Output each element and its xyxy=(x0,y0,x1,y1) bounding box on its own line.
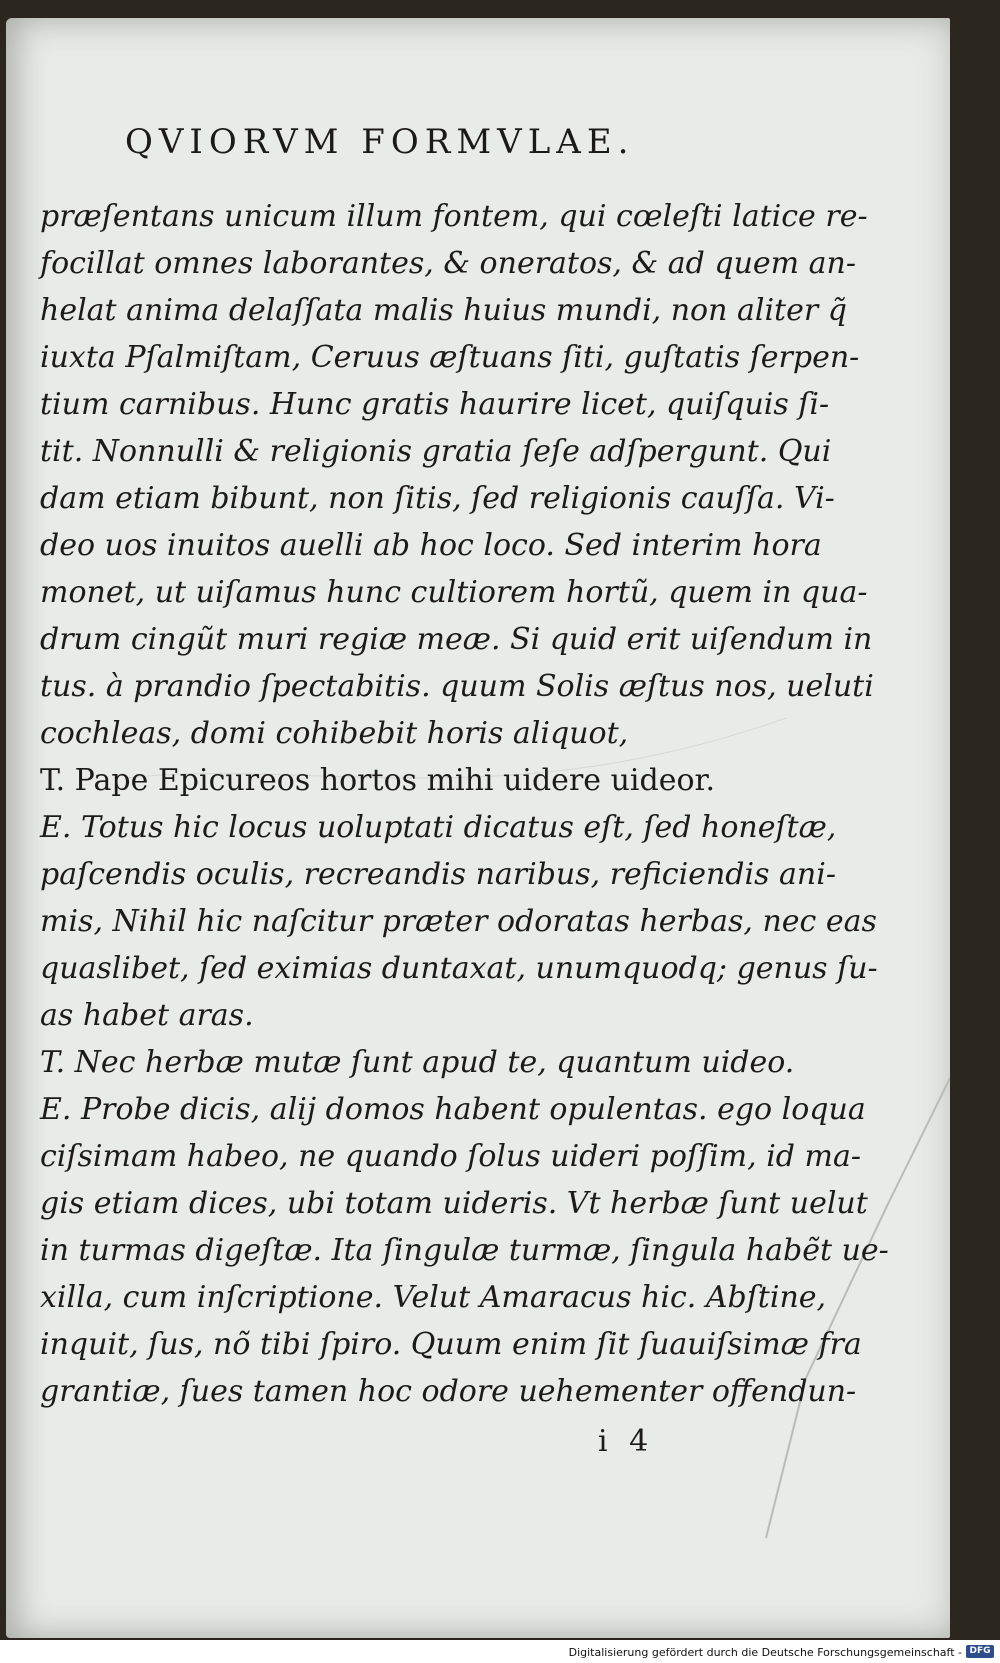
dialogue-line: E. Probe dicis, alij domos habent opulentas. ego loqua xyxy=(40,1092,866,1127)
dialogue-line: E. Totus hic locus uoluptati dicatus eſt, ſed honeſtæ, xyxy=(40,810,837,845)
dialogue-line: T. Nec herbæ mutæ ſunt apud te, quantum uideo. xyxy=(40,1045,795,1080)
text-line: paſcendis oculis, recreandis naribus, reficiendis ani- xyxy=(40,857,836,892)
text-line: præſentans unicum illum fontem, qui cœleſti latice re- xyxy=(40,199,868,234)
text-line: mis, Nihil hic naſcitur præter odoratas herbas, nec eas xyxy=(40,904,877,939)
text-line: helat anima delaſſata malis huius mundi, non aliter q̃ xyxy=(40,293,847,328)
funding-credit: Digitalisierung gefördert durch die Deutsche Forschungsgemeinschaft - xyxy=(568,1646,962,1659)
text-line: drum cingũt muri regiæ meæ. Si quid erit uiſendum in xyxy=(40,622,873,657)
text-line: tus. à prandio ſpectabitis. quum Solis æſtus nos, ueluti xyxy=(40,669,874,704)
dfg-logo-icon: DFG xyxy=(966,1645,994,1658)
text-line: tit. Nonnulli & religionis gratia ſeſe adſpergunt. Qui xyxy=(40,434,832,469)
body-text xyxy=(40,193,889,1415)
text-line: gis etiam dices, ubi totam uideris. Vt herbæ ſunt uelut xyxy=(40,1186,868,1221)
text-line: dam etiam bibunt, non ſitis, ſed religionis cauſſa. Vi- xyxy=(40,481,835,516)
text-line: monet, ut uiſamus hunc cultiorem hortũ, quem in qua- xyxy=(40,575,868,610)
text-line: focillat omnes laborantes, & oneratos, & ad quem an- xyxy=(40,246,856,281)
text-line: as habet aras. xyxy=(40,998,254,1033)
text-line: cochleas, domi cohibebit horis aliquot, xyxy=(40,716,629,751)
text-line: tium carnibus. Hunc gratis haurire licet, quiſquis ſi- xyxy=(40,387,830,422)
text-line: deo uos inuitos auelli ab hoc loco. Sed interim hora xyxy=(40,528,822,563)
running-head: QVIORVM FORMVLAE. xyxy=(125,122,635,162)
text-line: iuxta Pſalmiſtam, Ceruus æſtuans ſiti, guſtatis ſerpen- xyxy=(40,340,860,375)
text-line: ciſsimam habeo, ne quando ſolus uideri poſſim, id ma- xyxy=(40,1139,862,1174)
text-line: in turmas digeſtæ. Ita ſingulæ turmæ, ſingula habẽt ue- xyxy=(40,1233,889,1268)
text-line: quaslibet, ſed eximias duntaxat, unumquodq; genus ſu- xyxy=(40,951,878,986)
signature-mark: i 4 xyxy=(598,1424,655,1459)
text-line: xilla, cum inſcriptione. Velut Amaracus hic. Abſtine, xyxy=(40,1280,827,1315)
text-line: inquit, ſus, nõ tibi ſpiro. Quum enim ſit ſuauiſsimæ fra xyxy=(40,1327,862,1362)
text-line: grantiæ, ſues tamen hoc odore uehementer offendun- xyxy=(40,1374,857,1409)
dialogue-line: T. Pape Epicureos hortos mihi uidere uideor. xyxy=(40,763,716,798)
